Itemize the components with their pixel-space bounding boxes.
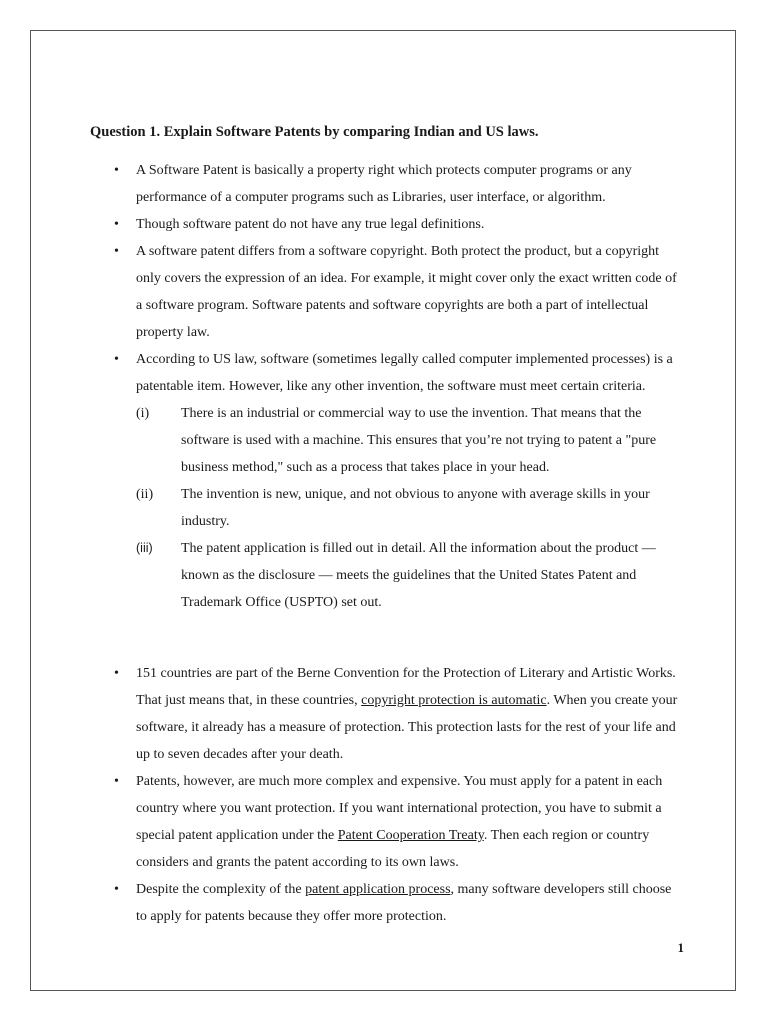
bullet-icon: •: [114, 882, 119, 897]
bullet-text: Patents, however, are much more complex and expensive. You must apply for a patent in each country where you want protection. If you want international protection, you have to submit a special patent application under the Patent Cooperation Treaty. Then each region or country considers and grants the patent according to its own laws.: [136, 774, 663, 870]
bullet-list-1: [0, 157, 768, 616]
criteria-number: (i): [136, 406, 150, 421]
bullet-icon: •: [114, 217, 119, 232]
patent-cooperation-treaty-link[interactable]: Patent Cooperation Treaty: [337, 828, 484, 843]
bullet-text: According to US law, software (sometimes legally called computer implemented processes) is a patentable item. However, like any other invention, the software must meet certain criteria.: [136, 352, 673, 394]
bullet-icon: •: [114, 352, 119, 367]
list-item: [0, 876, 768, 930]
criteria-text: The invention is new, unique, and not obvious to anyone with average skills in your industry.: [181, 487, 650, 529]
question-heading: Question 1. Explain Software Patents by comparing Indian and US laws.: [90, 124, 539, 140]
bullet-text: A software patent differs from a software copyright. Both protect the product, but a copyright only covers the expression of an idea. For example, it might cover only the exact written code of a software program. Software patents and software copyrights are both a part of intellectual property law.: [136, 244, 677, 340]
bullet-icon: •: [114, 163, 119, 178]
criteria-text: The patent application is filled out in detail. All the information about the product — known as the disclosure — meets the guidelines that the United States Patent and Trademark Office (USPTO) set out.: [181, 541, 656, 610]
criteria-text: There is an industrial or commercial way to use the invention. That means that the software is used with a machine. This ensures that you’re not trying to patent a "pure business method," such as a process that takes place in your head.: [181, 406, 657, 475]
list-item: [0, 768, 768, 876]
criteria-item: [0, 535, 768, 616]
bullet-text: 151 countries are part of the Berne Convention for the Protection of Literary and Artistic Works. That just means that, in these countries, copyright protection is automatic. When you create your software, it already has a measure of protection. This protection lasts for the rest of your life and up to seven decades after your death.: [136, 666, 678, 762]
list-item: [0, 157, 768, 211]
bullet-list-2: [0, 660, 768, 930]
list-item: [0, 660, 768, 768]
list-item: [0, 211, 768, 238]
criteria-item: [0, 481, 768, 535]
patent-application-process-link[interactable]: patent application process: [305, 882, 451, 897]
bullet-icon: •: [114, 774, 119, 789]
page-number: 1: [677, 940, 684, 955]
list-item: [0, 346, 768, 400]
bullet-icon: •: [114, 244, 119, 259]
list-item: [0, 238, 768, 346]
bullet-text: Despite the complexity of the patent application process, many software developers still choose to apply for patents because they offer more protection.: [136, 882, 672, 924]
criteria-item: [0, 400, 768, 481]
criteria-number: (iii): [136, 541, 153, 555]
copyright-protection-link[interactable]: copyright protection is automatic: [361, 693, 547, 708]
bullet-icon: •: [114, 666, 119, 681]
bullet-text: Though software patent do not have any true legal definitions.: [136, 217, 485, 232]
criteria-number: (ii): [136, 487, 154, 502]
bullet-text: A Software Patent is basically a property right which protects computer programs or any performance of a computer programs such as Libraries, user interface, or algorithm.: [136, 163, 632, 205]
